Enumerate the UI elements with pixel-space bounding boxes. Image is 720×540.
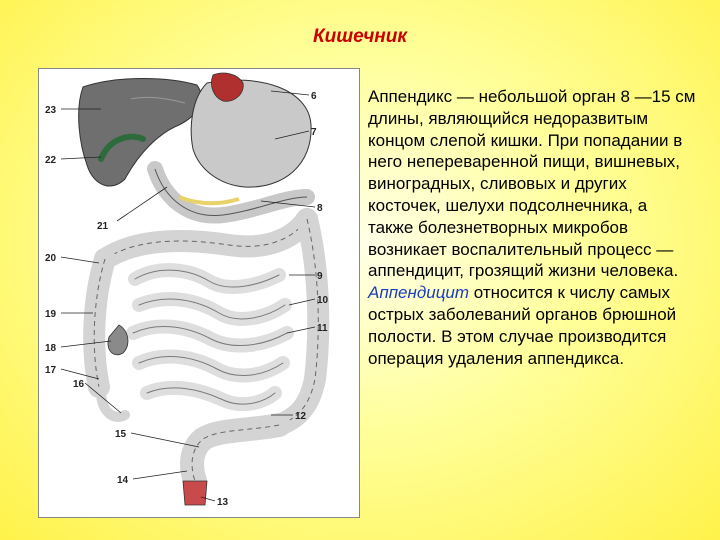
label-8: 8 (317, 203, 323, 214)
label-11: 11 (317, 323, 328, 334)
description-text-end: относится к числу самых острых заболеваний органов брюшной полости. В этом случае производится операция удаления аппендикса. (368, 283, 677, 368)
label-13: 13 (217, 497, 229, 508)
stomach-shape (191, 80, 311, 187)
label-19: 19 (45, 309, 57, 320)
intestine-illustration (38, 68, 360, 518)
label-16: 16 (73, 379, 85, 390)
label-23: 23 (45, 105, 57, 116)
label-12: 12 (295, 411, 307, 422)
label-22: 22 (45, 155, 57, 166)
liver-shape (79, 79, 202, 187)
rectum-shape (192, 425, 279, 481)
label-10: 10 (317, 295, 329, 306)
label-15: 15 (115, 429, 127, 440)
label-17: 17 (45, 365, 57, 376)
label-18: 18 (45, 343, 57, 354)
description-text: Аппендикс — небольшой орган 8 —15 см длины, являющийся недоразвитым концом слепой кишки. При попадании в него непереваренной пищи, вишневых, виноградных, сливовых и других косточек, шелухи подсолнечника, а также болезнетворных микробов возникает воспалительный процесс — аппендицит, грозящий жизни человека. (368, 87, 696, 281)
label-9: 9 (317, 271, 323, 282)
slide-title: Кишечник (312, 26, 408, 47)
appendix-description (368, 86, 696, 369)
small-intestine-shape (133, 270, 287, 404)
appendix-shape (101, 391, 125, 417)
intestine-diagram (39, 69, 359, 517)
label-7: 7 (311, 127, 317, 138)
label-14: 14 (117, 475, 129, 486)
label-20: 20 (45, 253, 57, 264)
transverse-colon-shape (105, 219, 307, 259)
label-21: 21 (97, 221, 109, 232)
appendicitis-link[interactable]: Аппендицит (368, 283, 470, 303)
label-6: 6 (311, 91, 317, 102)
